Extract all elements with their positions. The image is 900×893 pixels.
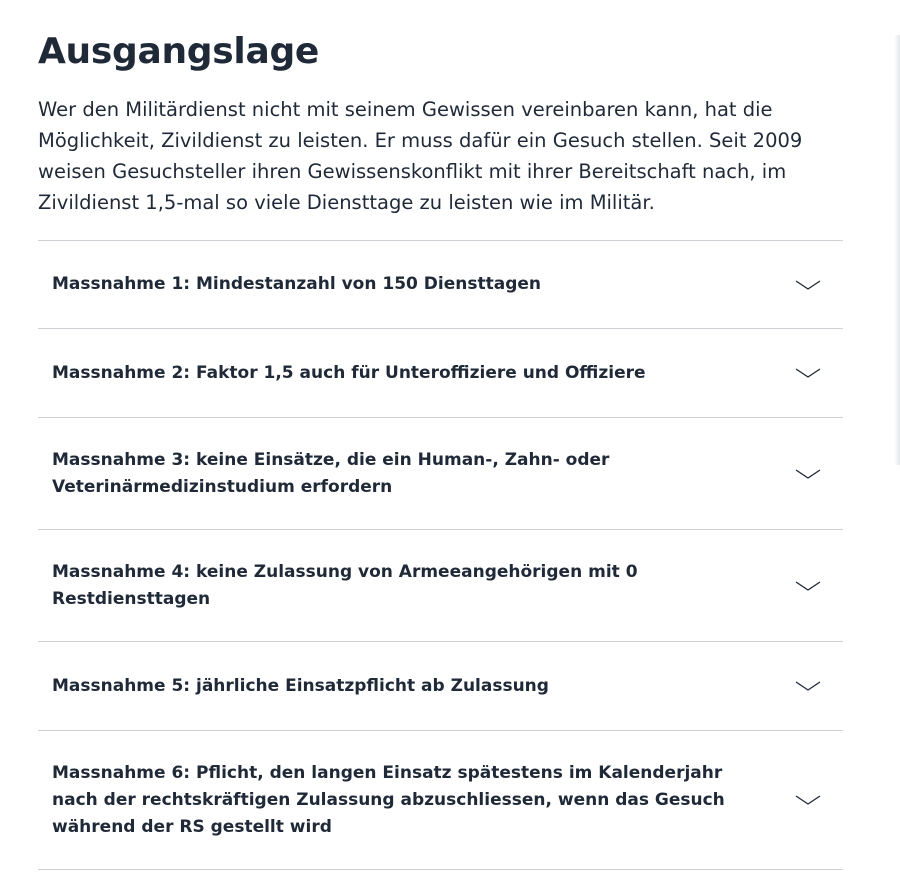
page-title: Ausgangslage [38,31,320,72]
content-section [38,0,843,870]
chevron-down-icon[interactable] [795,679,821,693]
chevron-down-icon[interactable] [795,579,821,593]
chevron-down-icon[interactable] [795,366,821,380]
accordion-item-label: Massnahme 4: keine Zulassung von Armeeangehörigen mit 0 Restdiensttagen [52,561,638,609]
accordion-item-massnahme-4[interactable] [38,530,843,642]
accordion-item-massnahme-6[interactable] [38,731,843,870]
intro-paragraph: Wer den Militärdienst nicht mit seinem Gewissen vereinbaren kann, hat die Möglichkeit, Zivildienst zu leisten. Er muss dafür ein Gesuch stellen. Seit 2009 weisen Gesuchsteller ihren Gewissenskonflikt mit ihrer Bereitschaft nach, im Zivildienst 1,5-mal so viele Diensttage zu leisten wie im Militär. [38,98,803,214]
accordion-item-massnahme-3[interactable] [38,418,843,530]
accordion-item-label: Massnahme 1: Mindestanzahl von 150 Diensttagen [52,274,541,294]
side-panel-edge [894,35,900,465]
chevron-down-icon[interactable] [795,467,821,481]
accordion-item-label: Massnahme 3: keine Einsätze, die ein Human-, Zahn- oder Veterinärmedizinstudium erfordern [52,449,610,497]
accordion [38,240,843,870]
chevron-down-icon[interactable] [795,278,821,292]
accordion-item-massnahme-5[interactable] [38,642,843,731]
accordion-item-massnahme-1[interactable] [38,241,843,329]
accordion-item-label: Massnahme 2: Faktor 1,5 auch für Unteroffiziere und Offiziere [52,362,646,383]
accordion-item-label: Massnahme 6: Pflicht, den langen Einsatz spätestens im Kalenderjahr nach der rechtskräftigen Zulassung abzuschliessen, wenn das Gesuch während der RS gestellt wird [52,762,725,837]
chevron-down-icon[interactable] [795,793,821,807]
accordion-item-massnahme-2[interactable] [38,329,843,418]
accordion-item-label: Massnahme 5: jährliche Einsatzpflicht ab Zulassung [52,675,549,696]
